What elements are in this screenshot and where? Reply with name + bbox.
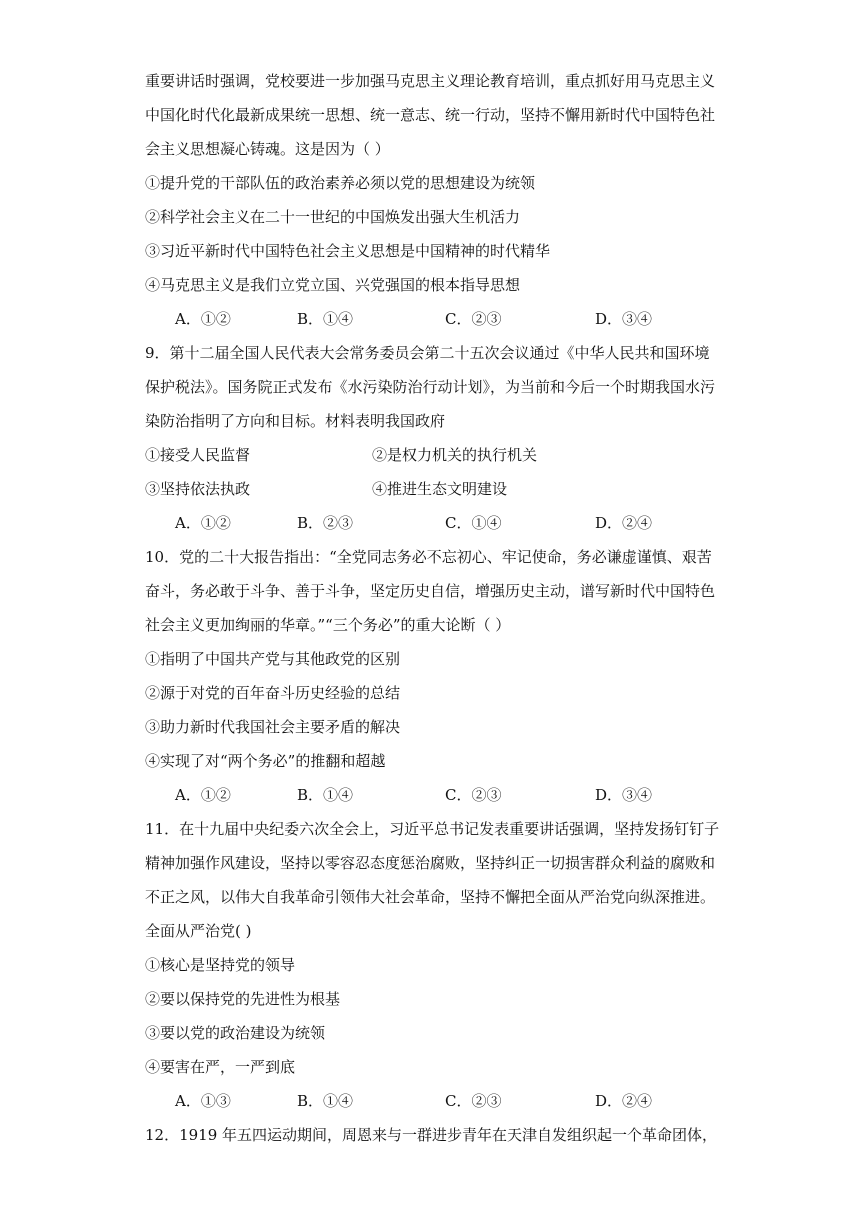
q10-stem-line-1: 10．党的二十大报告指出：“全党同志务必不忘初心、牢记使命，务必谦虚谨慎、艰苦 [145,548,712,566]
q9-item-2: ②是权力机关的执行机关 [372,446,538,464]
q9-option-b[interactable]: B．②③ [297,514,354,532]
q10-item-3: ③助力新时代我国社会主要矛盾的解决 [145,718,401,736]
q9-item-4: ④推进生态文明建设 [372,480,508,498]
q9-option-c[interactable]: C．①④ [445,514,502,532]
q10-option-a[interactable]: A．①② [175,786,231,804]
q11-stem-line-4: 全面从严治党( ) [145,922,252,940]
q11-item-1: ①核心是坚持党的领导 [145,956,296,974]
q9-stem-line-1: 9．第十二届全国人民代表大会常务委员会第二十五次会议通过《中华人民共和国环境 [145,344,710,362]
q8-item-4: ④马克思主义是我们立党立国、兴党强国的根本指导思想 [145,276,521,294]
q10-item-2: ②源于对党的百年奋斗历史经验的总结 [145,684,401,702]
q10-option-d[interactable]: D．③④ [595,786,653,804]
q8-option-a[interactable]: A．①② [175,310,231,328]
q9-option-d[interactable]: D．②④ [595,514,653,532]
q8-stem-line-2: 中国化时代化最新成果统一思想、统一意志、统一行动，坚持不懈用新时代中国特色社 [145,106,716,124]
q8-stem-line-3: 会主义思想凝心铸魂。这是因为（ ） [145,140,390,158]
q9-item-3: ③坚持依法执政 [145,480,251,498]
q10-item-1: ①指明了中国共产党与其他政党的区别 [145,650,401,668]
q10-stem-line-2: 奋斗，务必敢于斗争、善于斗争，坚定历史自信，增强历史主动，谱写新时代中国特色 [145,582,716,600]
q10-option-c[interactable]: C．②③ [445,786,502,804]
q9-stem-line-2: 保护税法》。国务院正式发布《水污染防治行动计划》，为当前和今后一个时期我国水污 [145,378,716,396]
q11-option-d[interactable]: D．②④ [595,1092,653,1110]
q11-stem-line-2: 精神加强作风建设，坚持以零容忍态度惩治腐败，坚持纠正一切损害群众利益的腐败和 [145,854,716,872]
q8-option-d[interactable]: D．③④ [595,310,653,328]
q11-option-b[interactable]: B．①④ [297,1092,354,1110]
q8-option-c[interactable]: C．②③ [445,310,502,328]
q11-stem-line-1: 11．在十九届中央纪委六次全会上，习近平总书记发表重要讲话强调，坚持发扬钉钉子 [145,820,720,838]
q11-option-c[interactable]: C．②③ [445,1092,502,1110]
q11-item-2: ②要以保持党的先进性为根基 [145,990,341,1008]
q9-option-a[interactable]: A．①② [175,514,231,532]
q10-stem-line-3: 社会主义更加绚丽的华章。”“三个务必”的重大论断（ ） [145,616,511,634]
q8-item-2: ②科学社会主义在二十一世纪的中国焕发出强大生机活力 [145,208,521,226]
q11-item-4: ④要害在严，一严到底 [145,1058,296,1076]
q11-option-a[interactable]: A．①③ [175,1092,231,1110]
q11-stem-line-3: 不正之风，以伟大自我革命引领伟大社会革命，坚持不懈把全面从严治党向纵深推进。 [145,888,716,906]
q10-option-b[interactable]: B．①④ [297,786,354,804]
q8-stem-line-1: 重要讲话时强调，党校要进一步加强马克思主义理论教育培训，重点抓好用马克思主义 [145,72,716,90]
q9-stem-line-3: 染防治指明了方向和目标。材料表明我国政府 [145,412,446,430]
q10-item-4: ④实现了对“两个务必”的推翻和超越 [145,752,386,770]
q12-stem-line-1: 12．1919 年五四运动期间，周恩来与一群进步青年在天津自发组织起一个革命团体， [145,1126,718,1144]
q8-item-3: ③习近平新时代中国特色社会主义思想是中国精神的时代精华 [145,242,551,260]
q8-option-b[interactable]: B．①④ [297,310,354,328]
q9-item-1: ①接受人民监督 [145,446,251,464]
q11-item-3: ③要以党的政治建设为统领 [145,1024,326,1042]
q8-item-1: ①提升党的干部队伍的政治素养必须以党的思想建设为统领 [145,174,536,192]
